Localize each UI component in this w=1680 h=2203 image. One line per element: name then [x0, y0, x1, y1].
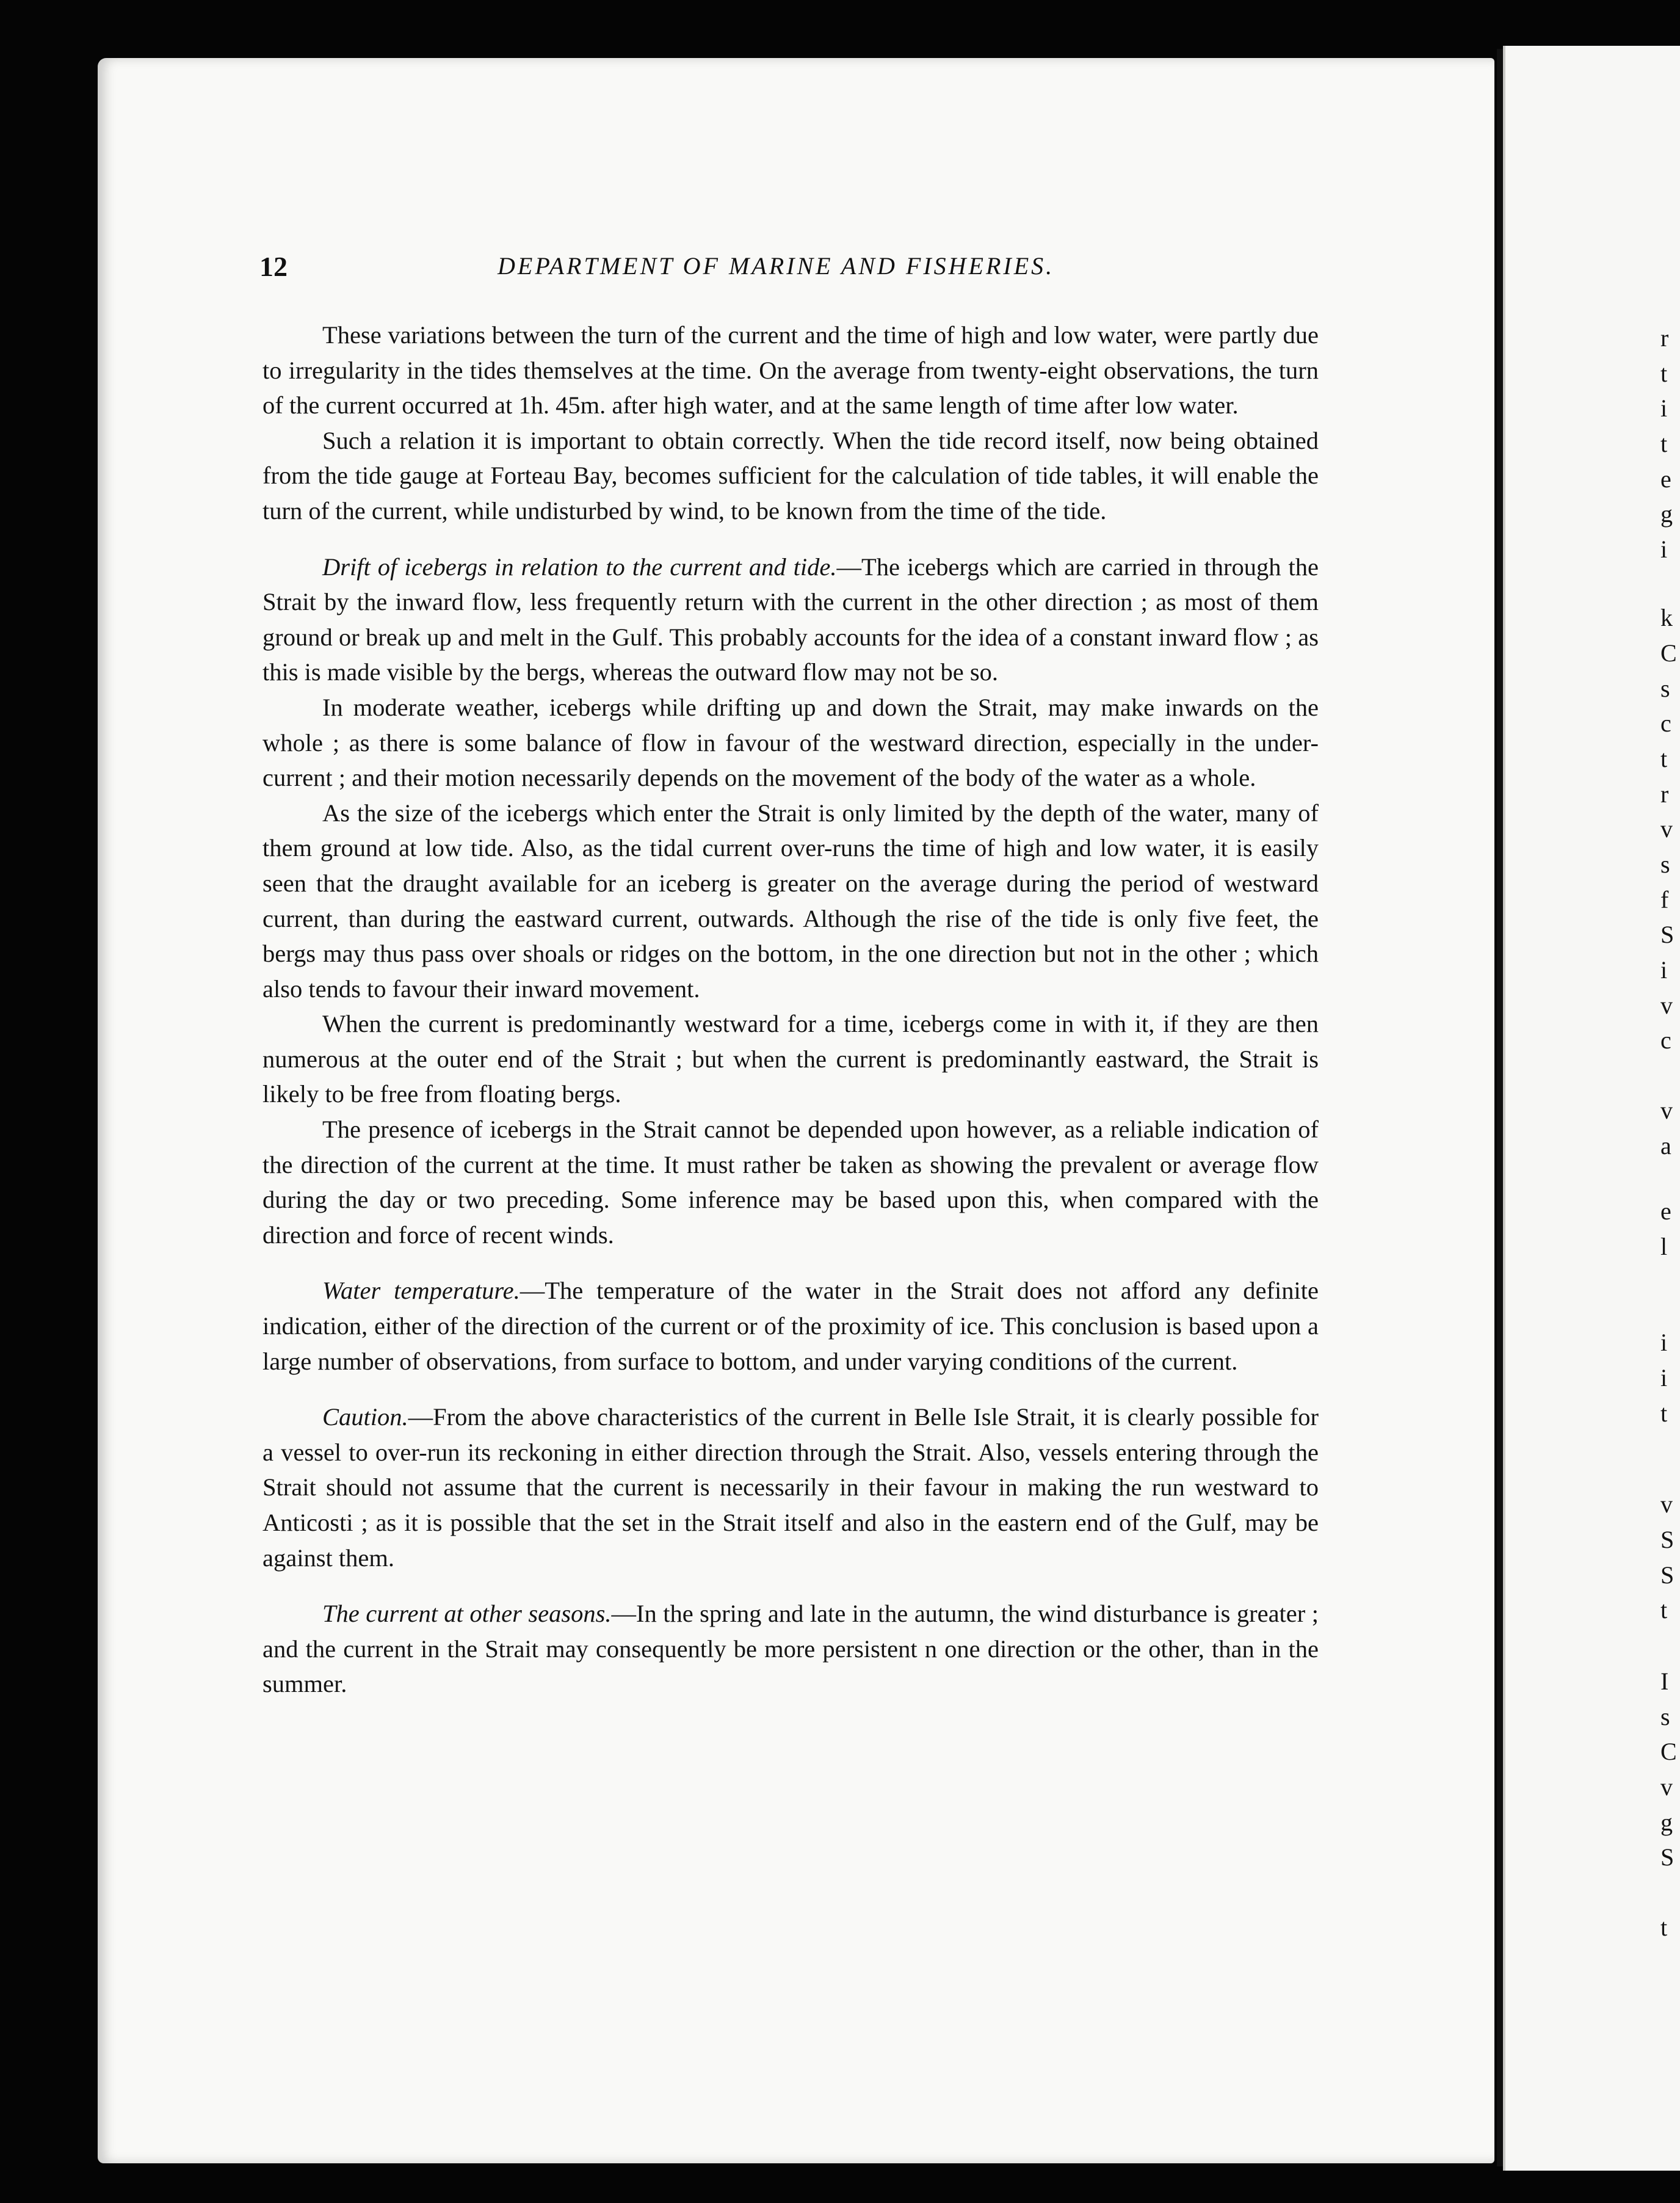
paragraph-text: —From the above characteristics of the current in Belle Isle Strait, it is clearly possible for a vessel to over-run its reckoning in either direction through the Strait. Also, vessels entering through the Strait should not assume that the current is necessarily in their favour in making the run westward to Anticosti ; as it is possible that the set in the Strait itself and also in the eastern end of the Gulf, may be against them.	[262, 1403, 1319, 1572]
facing-page-letter: I	[1660, 1668, 1669, 1695]
facing-page-letter: l	[1660, 1233, 1668, 1260]
paragraph-text: Such a relation it is important to obtain correctly. When the tide record itself, now being obtained from the tide gauge at Forteau Bay, becomes sufficient for the calculation of tide tables, it will enable the turn of the current, while undisturbed by wind, to be known from the time of the tide.	[262, 426, 1319, 524]
facing-page-letter: S	[1660, 921, 1675, 948]
facing-page-letter: f	[1660, 886, 1669, 913]
paragraph-heading: The current at other seasons.	[322, 1600, 612, 1628]
page-number: 12	[259, 251, 288, 282]
facing-page-letter: c	[1660, 1026, 1671, 1054]
facing-page-letter: k	[1660, 604, 1673, 631]
facing-page-letter: S	[1660, 1526, 1675, 1553]
facing-page-letter: v	[1660, 1097, 1673, 1124]
facing-page-letter: i	[1660, 956, 1668, 984]
paragraph	[262, 423, 1319, 529]
facing-page-letter: s	[1660, 1703, 1670, 1730]
facing-page-letter: v	[1660, 815, 1673, 843]
facing-page-letter: i	[1660, 535, 1668, 563]
paragraph	[262, 1399, 1319, 1575]
facing-page-letter: e	[1660, 1197, 1671, 1225]
facing-page-letter: v	[1660, 1490, 1673, 1518]
paragraph-text: When the current is predominantly westward for a time, icebergs come in with it, if they are then numerous at the outer end of the Strait ; but when the current is predominantly eastward, the Strait is likely to be free from floating bergs.	[262, 1010, 1319, 1108]
paragraph-text: As the size of the icebergs which enter the Strait is only limited by the depth of the water, many of them ground at low tide. Also, as the tidal current over-runs the time of high and low water, it is easily seen that the draught available for an iceberg is greater on the average during the period of westward current, than during the eastward current, outwards. Although the rise of the tide is only five feet, the bergs may thus pass over shoals or ridges on the bottom, in the one direction but not in the other ; which also tends to favour their inward movement.	[262, 799, 1319, 1003]
facing-page-letter: s	[1660, 675, 1670, 702]
paragraph-heading: Caution.	[322, 1403, 408, 1431]
paragraph	[262, 1273, 1319, 1379]
running-header	[259, 250, 1340, 293]
facing-page-letter: g	[1660, 500, 1673, 528]
paragraph	[262, 1596, 1319, 1702]
facing-page-letter: r	[1660, 780, 1669, 808]
facing-page-letter: t	[1660, 1399, 1668, 1427]
paragraph-heading: Drift of icebergs in relation to the current and tide.	[322, 553, 837, 581]
paragraph	[262, 550, 1319, 690]
facing-page-letter: C	[1660, 639, 1677, 667]
facing-page-letter: i	[1660, 1364, 1668, 1392]
facing-page-letter: t	[1660, 430, 1668, 457]
paragraph-text: —The temperature of the water in the Strait does not afford any definite indication, either of the direction of the current or of the proximity of ice. This conclusion is based upon a large number of observations, from surface to bottom, and under varying conditions of the current.	[262, 1277, 1319, 1375]
paragraph-heading: Water temperature.	[322, 1277, 520, 1305]
paragraph	[262, 1006, 1319, 1112]
facing-page-letter: t	[1660, 745, 1668, 772]
facing-page-letter: r	[1660, 324, 1669, 352]
facing-page-letter: S	[1660, 1561, 1675, 1589]
paragraph-text: —In the spring and late in the autumn, the wind disturbance is greater ; and the current in the Strait may consequently be more persistent n one direction or the other, than in the summer.	[262, 1600, 1319, 1698]
facing-page-letter: t	[1660, 1596, 1668, 1624]
running-title: DEPARTMENT OF MARINE AND FISHERIES.	[498, 252, 1055, 280]
facing-page-letter: c	[1660, 710, 1671, 737]
body-text	[262, 318, 1319, 1702]
facing-page-letter: s	[1660, 851, 1670, 878]
facing-page-letter: C	[1660, 1738, 1677, 1765]
paragraph	[262, 318, 1319, 423]
facing-page	[1503, 46, 1680, 2171]
facing-page-letter: t	[1660, 360, 1668, 387]
facing-page-letter: i	[1660, 394, 1668, 422]
paragraph-text: These variations between the turn of the current and the time of high and low water, were partly due to irregularity in the tides themselves at the time. On the average from twenty-eight observations, the turn of the current occurred at 1h. 45m. after high water, and at the same length of time after low water.	[262, 321, 1319, 419]
facing-page-letter: v	[1660, 1773, 1673, 1801]
paragraph	[262, 1112, 1319, 1252]
paragraph	[262, 690, 1319, 796]
book-gutter	[1497, 49, 1503, 2166]
paragraph-text: In moderate weather, icebergs while drifting up and down the Strait, may make inwards on the whole ; as there is some balance of flow in favour of the westward direction, especially in the under-current ; and their motion necessarily depends on the movement of the body of the water as a whole.	[262, 693, 1319, 792]
facing-page-letter: S	[1660, 1843, 1675, 1871]
facing-page-letter: a	[1660, 1132, 1671, 1160]
paragraph	[262, 796, 1319, 1007]
facing-page-letter: i	[1660, 1329, 1668, 1356]
paragraph-text: The presence of icebergs in the Strait cannot be depended upon however, as a reliable indication of the direction of the current at the time. It must rather be taken as showing the prevalent or average flow during the day or two preceding. Some inference may be based upon this, when compared with the direction and force of recent winds.	[262, 1116, 1319, 1249]
facing-page-letter: v	[1660, 992, 1673, 1019]
facing-page-letter: g	[1660, 1809, 1673, 1836]
facing-page-letter: e	[1660, 465, 1671, 493]
facing-page-letter: t	[1660, 1914, 1668, 1941]
paragraph-text: —The icebergs which are carried in through the Strait by the inward flow, less frequently return with the current in the other direction ; as most of them ground or break up and melt in the Gulf. This probably accounts for the idea of a constant inward flow ; as this is made visible by the bergs, whereas the outward flow may not be so.	[262, 553, 1319, 686]
